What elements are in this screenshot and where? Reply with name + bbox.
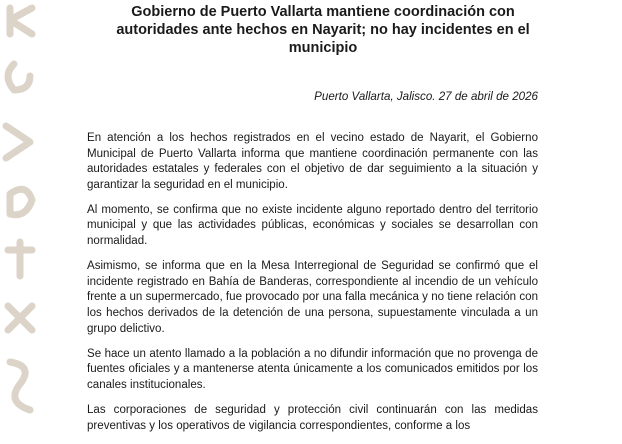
headline: Gobierno de Puerto Vallarta mantiene coordinación con autoridades ante hechos en Nayarit; no hay incidentes en el municipio [116,4,530,56]
body-paragraph-5: Las corporaciones de seguridad y protección civil continuarán con las medidas preventivas y los operativos de vigilancia correspondientes, conforme a los [87,403,538,432]
body-paragraph-4: Se hace un atento llamado a la población a no difundir información que no provenga de fuentes oficiales y a mantenerse atenta únicamente a los comunicados emitidos por los canales institucionales. [87,347,538,391]
body-paragraph-1: En atención a los hechos registrados en el vecino estado de Nayarit, el Gobierno Municipal de Puerto Vallarta informa que mantiene coordinación permanente con las autoridades estatales y federales con el objetivo de dar seguimiento a la situación y garantizar la seguridad en el municipio. [87,132,538,191]
body-paragraph-2: Al momento, se confirma que no existe incidente alguno reportado dentro del territorio municipal y que las actividades públicas, económicas y sociales se desarrollan con normalidad. [87,203,538,248]
body-text [87,131,538,444]
body-paragraph-3: Asimismo, se informa que en la Mesa Interregional de Seguridad se confirmó que el incidente registrado en Bahía de Banderas, correspondiente al incendio de un vehículo frente a un supermercado, fue provocado por una falla mecánica y no tiene relación con los hechos derivados de la detención de una persona, supuestamente vinculada a un grupo delictivo. [87,260,538,335]
dateline: Puerto Vallarta, Jalisco. 27 de abril de 2026 [314,90,538,103]
